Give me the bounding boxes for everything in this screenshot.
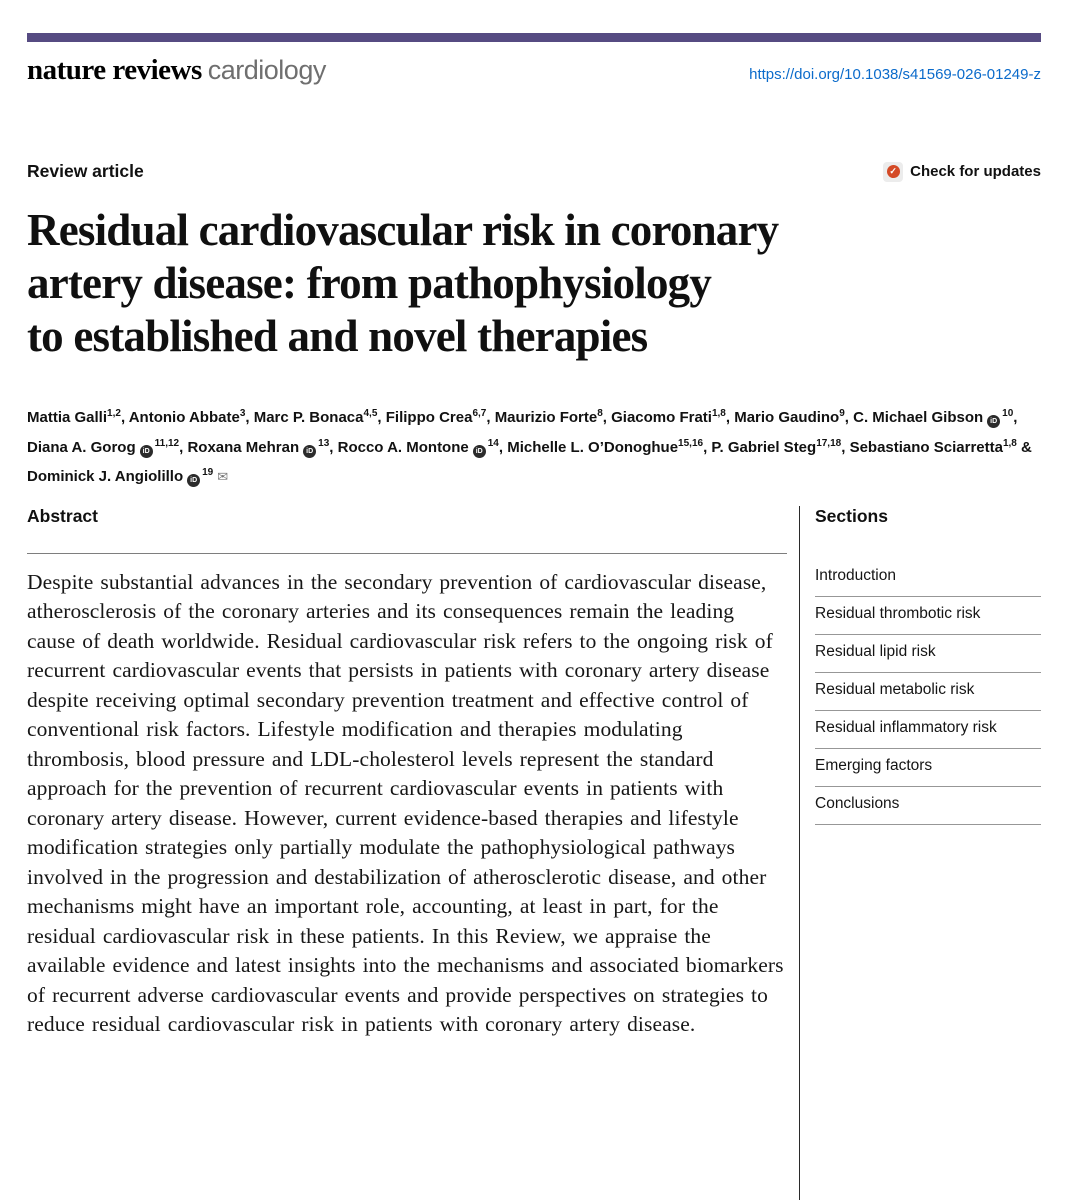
author-separator: , — [844, 409, 854, 426]
author — [711, 439, 841, 456]
author-name: Marc P. Bonaca — [253, 409, 364, 426]
section-link-introduction[interactable]: Introduction — [815, 559, 1041, 597]
author-name: Rocco A. Montone — [337, 438, 469, 456]
section-link-emerging-factors[interactable]: Emerging factors — [815, 749, 1041, 787]
kicker-row — [27, 161, 1041, 182]
author-separator: , — [498, 438, 508, 456]
author-name: C. Michael Gibson — [853, 409, 984, 426]
author — [27, 409, 121, 426]
author — [386, 409, 487, 426]
author-name: Diana A. Gorog — [27, 438, 136, 456]
sections-column — [799, 506, 1041, 1200]
author — [853, 409, 1013, 426]
author-name: Michelle L. O’Donoghue — [507, 438, 679, 456]
journal-accent-bar — [27, 33, 1041, 42]
author-affiliation-superscript: 6,7 — [472, 408, 487, 419]
author-name: Dominick J. Angiolillo — [27, 468, 184, 485]
section-link-residual-metabolic-risk[interactable]: Residual metabolic risk — [815, 673, 1041, 711]
author-affiliation-superscript: 1,2 — [107, 408, 121, 419]
abstract-column — [27, 506, 799, 1200]
section-link-residual-inflammatory-risk[interactable]: Residual inflammatory risk — [815, 711, 1041, 749]
email-icon[interactable]: ✉ — [217, 469, 229, 484]
author-affiliation-superscript: 4,5 — [363, 408, 378, 419]
orcid-icon[interactable]: iD — [473, 445, 486, 458]
title-line-2: artery disease: from pathophysiology — [27, 258, 712, 308]
author-affiliation-superscript: 15,16 — [678, 437, 704, 449]
author — [850, 439, 1017, 456]
crossmark-icon: ✓ — [883, 162, 903, 182]
author-separator: , — [841, 438, 850, 456]
author-separator: , — [703, 438, 712, 456]
author-separator: , — [245, 409, 254, 426]
orcid-icon[interactable]: iD — [140, 445, 153, 458]
abstract-text: Despite substantial advances in the secondary prevention of cardiovascular disease, atherosclerosis of the coronary arteries and its consequences remain the leading cause of death worldwide. Residual cardiovascular risk refers to the ongoing risk of recurrent cardiovascular events that persists in patients with coronary artery disease despite receiving optimal secondary prevention treatment and effective control of conventional risk factors. Lifestyle modification and therapies modulating thrombosis, blood pressure and LDL-cholesterol levels represent the standard approach for the prevention of recurrent cardiovascular events in patients with coronary artery disease. However, current evidence-based therapies and lifestyle modification strategies only partially modulate the pathophysiological pathways involved in the progression and destabilization of atherosclerotic disease, and other mechanisms might have an important role, accounting, at least in part, for the residual cardiovascular risk in these patients. In this Review, we appraise the available evidence and latest insights into the mechanisms and associated biomarkers of recurrent adverse cardiovascular events and provide perspectives on strategies to reduce residual cardiovascular risk in patients with coronary artery disease. — [27, 569, 784, 1036]
author-list — [27, 401, 1032, 490]
journal-logo — [27, 54, 326, 87]
author-separator: , — [120, 409, 129, 426]
author-affiliation-superscript: 11,12 — [154, 437, 180, 449]
author-separator: , — [1013, 409, 1018, 426]
author-name: Antonio Abbate — [128, 409, 240, 426]
author-separator: , — [602, 409, 612, 426]
author-name: Mario Gaudino — [734, 409, 840, 426]
orcid-icon[interactable]: iD — [303, 445, 316, 458]
orcid-icon[interactable]: iD — [187, 474, 200, 487]
author — [129, 409, 246, 426]
author-affiliation-superscript: 8 — [597, 408, 603, 419]
title-line-1: Residual cardiovascular risk in coronary — [27, 205, 779, 255]
article-type-label: Review article — [27, 161, 144, 181]
author — [611, 409, 726, 426]
section-link-conclusions[interactable]: Conclusions — [815, 787, 1041, 825]
author-affiliation-superscript: 14 — [487, 437, 499, 449]
author-separator: & — [1016, 438, 1032, 456]
author — [254, 409, 378, 426]
check-for-updates-label: Check for updates — [910, 163, 1041, 180]
author-separator: , — [179, 438, 188, 456]
author-separator: , — [725, 409, 735, 426]
author-separator: , — [486, 409, 495, 426]
author-name: Mattia Galli — [27, 409, 108, 426]
journal-subtitle: cardiology — [207, 55, 326, 85]
author-affiliation-superscript: 19 — [202, 467, 214, 478]
author-affiliation-superscript: 3 — [239, 408, 246, 419]
orcid-icon[interactable]: iD — [987, 415, 1000, 428]
section-link-residual-lipid-risk[interactable]: Residual lipid risk — [815, 635, 1041, 673]
author — [187, 439, 329, 456]
content-columns — [27, 506, 1041, 1200]
author-affiliation-superscript: 9 — [839, 408, 845, 419]
author-affiliation-superscript: 1,8 — [1002, 437, 1017, 449]
author-name: Sebastiano Sciarretta — [849, 438, 1003, 456]
author-name: P. Gabriel Steg — [711, 438, 817, 456]
author-name: Filippo Crea — [385, 409, 473, 426]
section-link-residual-thrombotic-risk[interactable]: Residual thrombotic risk — [815, 597, 1041, 635]
author — [495, 409, 603, 426]
doi-link[interactable]: https://doi.org/10.1038/s41569-026-01249-z — [749, 66, 1041, 83]
title-line-3: to established and novel therapies — [27, 311, 648, 361]
author — [734, 409, 845, 426]
check-for-updates-button[interactable] — [883, 162, 1041, 182]
author-name: Maurizio Forte — [494, 409, 598, 426]
author — [27, 468, 228, 485]
masthead — [27, 54, 1041, 87]
author — [338, 439, 499, 456]
journal-name: nature reviews — [27, 54, 202, 86]
author-name: Giacomo Frati — [611, 409, 712, 426]
author-separator: , — [329, 438, 338, 456]
author — [27, 439, 179, 456]
author-affiliation-superscript: 13 — [318, 437, 330, 449]
author — [507, 439, 703, 456]
article-title — [27, 204, 1041, 363]
author-affiliation-superscript: 10 — [1002, 408, 1014, 419]
author-affiliation-superscript: 1,8 — [711, 408, 726, 419]
author-affiliation-superscript: 17,18 — [816, 437, 842, 449]
author-separator: , — [377, 409, 386, 426]
abstract-heading: Abstract — [27, 506, 787, 554]
author-name: Roxana Mehran — [187, 438, 300, 456]
sections-heading: Sections — [815, 505, 888, 526]
sections-list — [815, 559, 1041, 825]
